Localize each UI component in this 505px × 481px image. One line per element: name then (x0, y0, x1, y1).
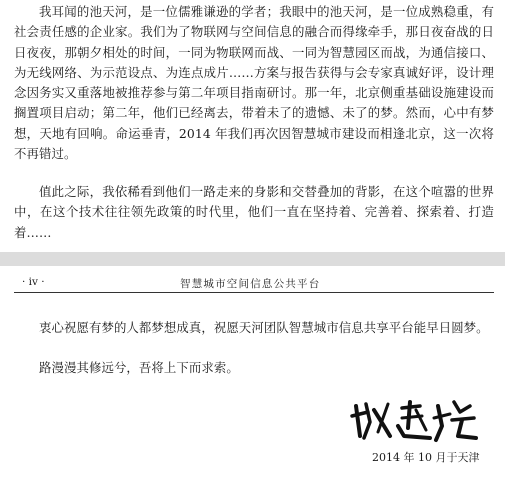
page-gap-divider (0, 252, 505, 266)
paragraph-1: 我耳闻的池天河，是一位儒雅谦逊的学者；我眼中的池天河，是一位成熟稳重，有社会责任感的企业家。我们为了物联网与空间信息的融合而得缘牵手，那日夜奋战的日日夜夜，那朝夕相处的时间，一同为物联网而战、一同为智慧园区而战，为通信接口、为无线网络、为示范设点、为连点成片……方案与报告获得与会专家真诚好评，设计理念因务实又重落地被推荐参与第二年项目指南研讨。那一年，北京侧重基础设施建设而搁置项目启动；第二年，他们已经离去，带着未了的遗憾、未了的梦。然而，心中有梦想，天地有回响。命运垂青，2014 年我们再次因智慧城市建设而相逢北京，这一次将不再错过。 (14, 4, 494, 162)
running-header-title: 智慧城市空间信息公共平台 (180, 278, 321, 290)
paragraph-4: 路漫漫其修远兮，吾将上下而求索。 (39, 360, 239, 375)
handwritten-signature (350, 396, 480, 444)
paragraph-3: 衷心祝愿有梦的人都梦想成真，祝愿天河团队智慧城市信息共享平台能早日圆梦。 (39, 320, 489, 335)
page-number: · iv · (22, 276, 45, 288)
paragraph-2: 值此之际，我依稀看到他们一路走来的身影和交替叠加的背影，在这个喧嚣的世界中，在这个技术往往领先政策的时代里，他们一直在坚持着、完善着、探索着、打造着…… (14, 184, 494, 240)
header-rule (14, 292, 494, 293)
date-signature-line: 2014 年 10 月于天津 (372, 451, 480, 464)
